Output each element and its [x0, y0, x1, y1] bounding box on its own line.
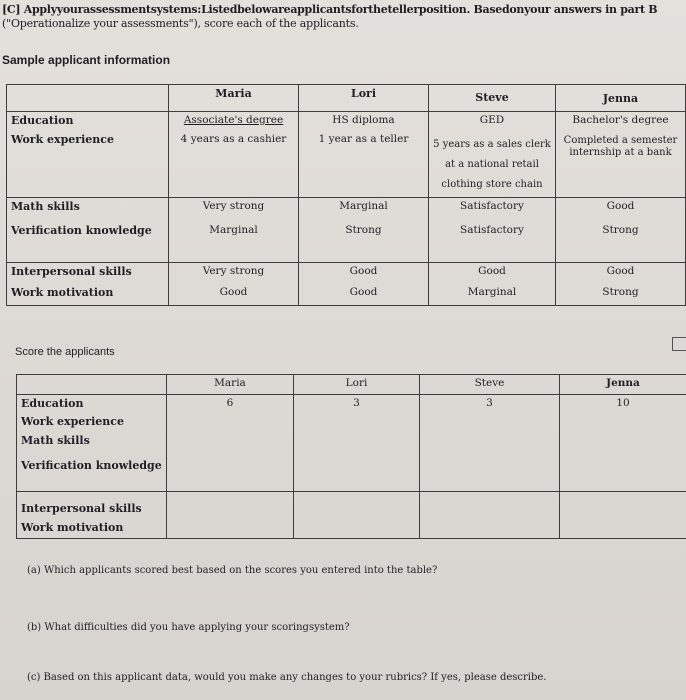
cell-value: Good — [169, 284, 299, 306]
instructions-header — [2, 3, 682, 31]
score-row-math-skills — [17, 432, 686, 453]
cell-value: Marginal — [169, 222, 299, 263]
score-row-education — [17, 395, 686, 414]
row-label: Education — [7, 112, 169, 132]
score-cell[interactable]: 3 — [294, 395, 420, 414]
cell-value: 5 years as a sales clerk at a national retail clothing store chain — [429, 131, 556, 198]
cell-value: Good — [429, 263, 556, 285]
row-label: Interpersonal skills — [17, 492, 167, 520]
score-section-title-text: Score the applicants — [15, 346, 115, 358]
score-table[interactable] — [16, 374, 686, 539]
score-header-corner — [17, 375, 167, 395]
score-applicant-name: Jenna — [560, 375, 686, 395]
cell-value: Bachelor's degree — [556, 112, 686, 132]
instructions-line-1: [C] Applyyourassessmentsystems:Listedbelowareapplicantsforthetellerposition. Basedonyour answers in part B — [2, 3, 658, 16]
score-cell[interactable] — [420, 519, 560, 539]
score-applicant-name: Lori — [294, 375, 420, 395]
cell-value: Good — [556, 263, 686, 285]
score-cell[interactable] — [167, 453, 294, 492]
cell-value: Marginal — [299, 198, 429, 223]
cell-value: Strong — [556, 284, 686, 306]
score-cell[interactable] — [294, 413, 420, 432]
score-cell[interactable] — [167, 519, 294, 539]
score-cell[interactable] — [167, 432, 294, 453]
cell-value: HS diploma — [299, 112, 429, 132]
sample-row-interpersonal — [7, 263, 686, 285]
sample-applicant-name: Steve — [429, 85, 556, 112]
sample-row-work-experience — [7, 131, 686, 198]
score-cell[interactable] — [560, 492, 686, 520]
score-cell[interactable] — [420, 413, 560, 432]
row-label: Work motivation — [17, 519, 167, 539]
sample-row-motivation — [7, 284, 686, 306]
score-cell[interactable] — [420, 432, 560, 453]
row-label: Math skills — [17, 432, 167, 453]
sample-applicant-name: Lori — [299, 85, 429, 112]
score-section-title — [15, 346, 115, 358]
sample-row-education — [7, 112, 686, 132]
score-row-interpersonal — [17, 492, 686, 520]
question-b: (b) What difficulties did you have applying your scoringsystem? — [27, 622, 350, 633]
sample-header-corner — [7, 85, 169, 112]
question-c: (c) Based on this applicant data, would you make any changes to your rubrics? If yes, please describe. — [27, 672, 547, 683]
score-cell[interactable] — [294, 432, 420, 453]
cell-value: Good — [556, 198, 686, 223]
row-label: Verification knowledge — [7, 222, 169, 263]
cell-value: Satisfactory — [429, 198, 556, 223]
sample-section-title: Sample applicant information — [2, 53, 171, 67]
cell-value: Completed a semester internship at a bank — [556, 131, 686, 198]
score-cell[interactable] — [167, 413, 294, 432]
score-row-verification — [17, 453, 686, 492]
score-cell[interactable] — [420, 492, 560, 520]
score-cell[interactable] — [294, 453, 420, 492]
score-row-motivation — [17, 519, 686, 539]
cell-value: Strong — [556, 222, 686, 263]
score-cell[interactable] — [294, 492, 420, 520]
score-cell[interactable] — [560, 413, 686, 432]
score-cell[interactable] — [560, 453, 686, 492]
score-cell[interactable]: 3 — [420, 395, 560, 414]
score-cell[interactable] — [560, 432, 686, 453]
cell-value: Good — [299, 263, 429, 285]
sample-row-math-skills — [7, 198, 686, 223]
score-header-row — [17, 375, 686, 395]
score-cell[interactable] — [560, 519, 686, 539]
cell-value: Good — [299, 284, 429, 306]
cell-value: Satisfactory — [429, 222, 556, 263]
cell-value: Very strong — [169, 263, 299, 285]
score-cell[interactable]: 6 — [167, 395, 294, 414]
score-applicant-name: Steve — [420, 375, 560, 395]
score-row-work-experience — [17, 413, 686, 432]
sample-row-verification — [7, 222, 686, 263]
row-label: Education — [17, 395, 167, 414]
score-cell[interactable] — [167, 492, 294, 520]
cell-value: 1 year as a teller — [299, 131, 429, 198]
sample-applicant-name: Jenna — [556, 85, 686, 112]
sample-header-row — [7, 85, 686, 112]
score-applicant-name: Maria — [167, 375, 294, 395]
score-cell[interactable] — [420, 453, 560, 492]
cell-value: Very strong — [169, 198, 299, 223]
cell-value: GED — [429, 112, 556, 132]
cell-value: Associate's degree — [183, 114, 284, 126]
row-label: Work experience — [7, 131, 169, 198]
score-cell[interactable]: 10 — [560, 395, 686, 414]
cell-value: Marginal — [429, 284, 556, 306]
score-cell[interactable] — [294, 519, 420, 539]
row-label: Work motivation — [7, 284, 169, 306]
row-label: Math skills — [7, 198, 169, 223]
question-a: (a) Which applicants scored best based on the scores you entered into the table? — [27, 565, 438, 576]
sample-applicant-table — [6, 84, 686, 306]
cell-value: 4 years as a cashier — [169, 131, 299, 198]
instructions-line-2: ("Operationalize your assessments"), score each of the applicants. — [2, 17, 359, 30]
sample-applicant-name: Maria — [169, 85, 299, 112]
row-label: Verification knowledge — [17, 453, 167, 492]
row-label: Work experience — [17, 413, 167, 432]
row-label: Interpersonal skills — [7, 263, 169, 285]
margin-box — [672, 337, 686, 351]
cell-value: Strong — [299, 222, 429, 263]
